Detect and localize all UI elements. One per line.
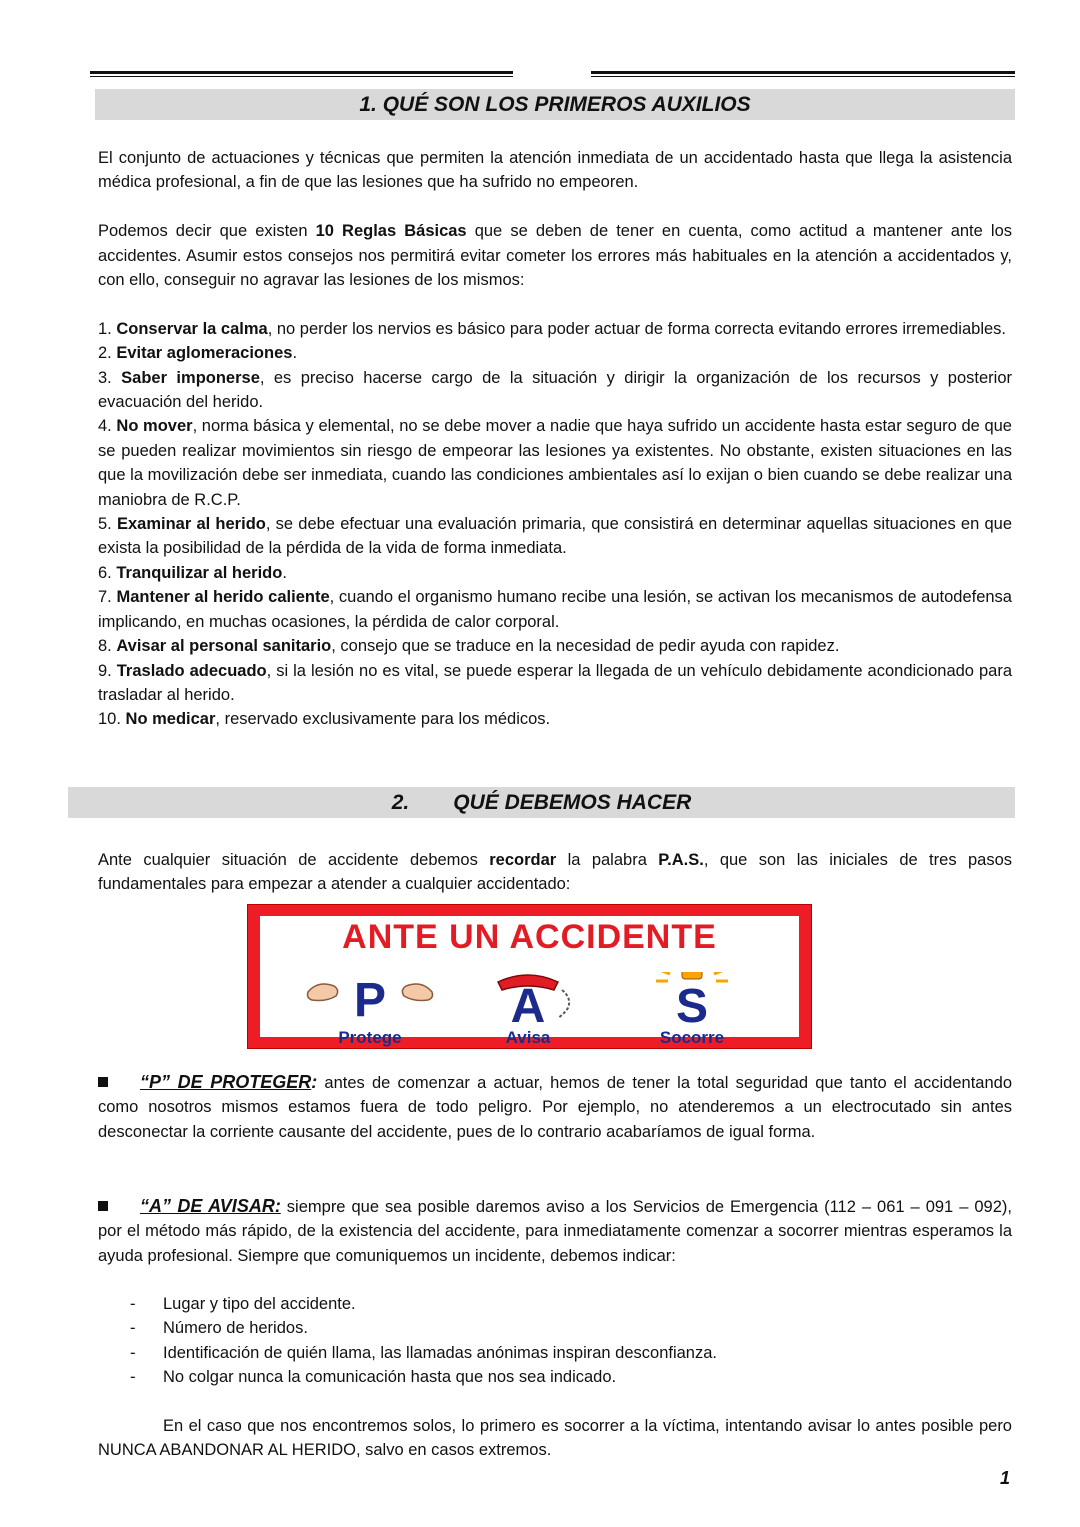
- warn-paragraph: “A” DE AVISAR: siempre que sea posible daremos aviso a los Servicios de Emergencia (112 – 061 – 091 – 092), por el método más rápido, de la existencia del accidente, para inmediatamente comenzar a socorrer mientras esperamos la ayuda profesional. Siempre que comuniquemos un incidente, debemos indicar:: [98, 1196, 1012, 1265]
- hands-icon: [300, 972, 440, 1024]
- rule-item: 1. Conservar la calma, no perder los nervios es básico para poder actuar de forma correcta evitando errores irremediables.: [98, 319, 1006, 338]
- list-item: - Número de heridos.: [130, 1319, 308, 1338]
- section-2-heading: [68, 787, 1015, 818]
- section-2-number: 2.: [391, 791, 410, 814]
- pas-letter-s: S: [675, 980, 709, 1024]
- pas-socorre: [622, 972, 762, 1047]
- rule-item: 8. Avisar al personal sanitario, consejo que se traduce en la necesidad de pedir ayuda con rapidez.: [98, 637, 840, 656]
- rule-item: 4. No mover, norma básica y elemental, no se debe mover a nadie que haya sufrido un accidente hasta estar seguro de que se pueden realizar movimientos sin riesgo de empeorar las lesiones ya existentes. No obstante, existen situaciones en las que la movilización debe ser inmediata, cuando las condiciones ambientales así lo exijan o bien cuando se debe realizar una maniobra de R.C.P.: [98, 417, 1012, 509]
- siren-icon: [622, 972, 762, 1024]
- rule-item: 9. Traslado adecuado, si la lesión no es vital, se puede esperar la llegada de un vehículo debidamente acondicionado para trasladar al herido.: [98, 661, 1012, 704]
- rules-list: [98, 317, 1012, 732]
- rule-item: 7. Mantener al herido caliente, cuando el organismo humano recibe una lesión, se activan los mecanismos de autodefensa implicando, en muchas ocasiones, la pérdida de calor corporal.: [98, 588, 1012, 631]
- pas-intro-paragraph: Ante cualquier situación de accidente debemos recordar la palabra P.A.S., que son las iniciales de tres pasos fundamentales para empezar a atender a cualquier accidentado:: [98, 851, 1012, 894]
- warn-title: “A” DE AVISAR:: [140, 1196, 281, 1216]
- rules-intro-paragraph: Podemos decir que existen 10 Reglas Básicas que se deben de tener en cuenta, como actitud a mantener ante los accidentes. Asumir estos consejos nos permitirá evitar cometer los errores más habituales en la atención a accidentados y, con ello, conseguir no agravar las lesiones de los mismos:: [98, 222, 1012, 290]
- telephone-icon: [458, 972, 598, 1024]
- list-item: - Lugar y tipo del accidente.: [130, 1295, 356, 1313]
- pas-label-protege: Protege: [338, 1028, 402, 1047]
- top-rule-right: [591, 71, 1015, 77]
- page-number: 1: [1000, 1468, 1011, 1488]
- section-2-title: QUÉ DEBEMOS HACER: [453, 791, 692, 814]
- call-info-list: [98, 1292, 1012, 1390]
- top-rule-left: [90, 71, 513, 77]
- closing-paragraph: En el caso que nos encontremos solos, lo primero es socorrer a la víctima, intentando avisar lo antes posible pero NUNCA ABANDONAR AL HERIDO, salvo en casos extremos.: [98, 1417, 1012, 1460]
- pas-label-socorre: Socorre: [659, 1028, 725, 1047]
- section-1-heading: 1. QUÉ SON LOS PRIMEROS AUXILIOS: [95, 89, 1015, 120]
- rule-item: 5. Examinar al herido, se debe efectuar una evaluación primaria, que consistirá en determinar aquellas situaciones en que exista la posibilidad de la pérdida de la vida de forma inmediata.: [98, 515, 1012, 558]
- protect-paragraph: “P” DE PROTEGER: antes de comenzar a actuar, hemos de tener la total seguridad que tanto el accidentando como nosotros mismos estamos fuera de todo peligro. Por ejemplo, no atenderemos a un electrocutado sin antes desconectar la corriente causante del accidente, pues de lo contrario acabaríamos de igual forma.: [98, 1072, 1012, 1141]
- banner-title: ANTE UN ACCIDENTE: [342, 918, 717, 956]
- list-item: - Identificación de quién llama, las llamadas anónimas inspiran desconfianza.: [130, 1343, 717, 1362]
- bullet-square-icon: [98, 1201, 108, 1211]
- rule-item: 10. No medicar, reservado exclusivamente para los médicos.: [98, 710, 551, 729]
- pas-protege: [300, 972, 440, 1047]
- pas-banner-image: [247, 904, 812, 1049]
- rule-item: 6. Tranquilizar al herido.: [98, 563, 287, 582]
- bullet-square-icon: [98, 1077, 108, 1087]
- list-item: - No colgar nunca la comunicación hasta que nos sea indicado.: [130, 1368, 617, 1387]
- section-1-body: [98, 146, 1012, 732]
- pas-letter-a: A: [510, 980, 546, 1024]
- rule-item: 3. Saber imponerse, es preciso hacerse cargo de la situación y dirigir la organización de los recursos y posterior evacuación del herido.: [98, 368, 1012, 412]
- pas-avisa: [458, 972, 598, 1047]
- pas-letter-p: P: [353, 974, 387, 1024]
- protect-title: “P” DE PROTEGER: [140, 1072, 312, 1092]
- pas-label-avisa: Avisa: [505, 1028, 551, 1047]
- definition-paragraph: El conjunto de actuaciones y técnicas que permiten la atención inmediata de un accidentado hasta que llega la asistencia médica profesional, a fin de que las lesiones que ha sufrido no empeoren.: [98, 149, 1012, 192]
- rule-item: 2. Evitar aglomeraciones.: [98, 344, 298, 363]
